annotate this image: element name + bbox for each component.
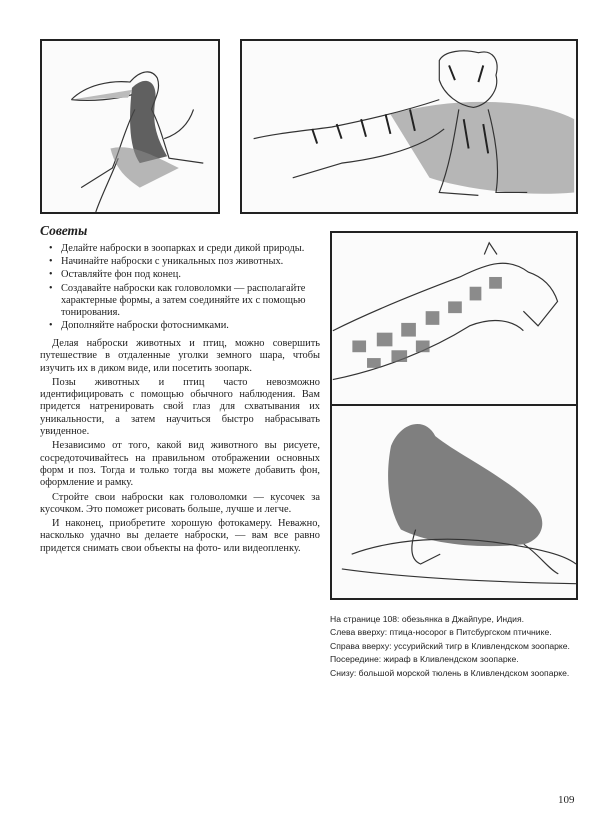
- figure-caption: [330, 613, 592, 680]
- seal-sketch: [330, 406, 578, 600]
- paragraph: Делая наброски животных и птиц, можно совершить путешествие в отдаленные уголки земного шара, чтобы изучить их в диком виде, или посетить зоопарк.: [40, 338, 320, 374]
- giraffe-drawing: [332, 233, 576, 404]
- paragraph: И наконец, приобретите хорошую фотокамеру. Неважно, насколько удачно вы делаете наброски, — вам все равно придется снимать свои объекты на фото- или видеопленку.: [40, 518, 320, 554]
- tiger-sketch: [240, 39, 578, 214]
- paragraph: Независимо от того, какой вид животного вы рисуете, сосредоточивайтесь на правильном отображении основных форм и поз. Тогда и только тогда вы можете добавить фон, оформление и рамку.: [40, 440, 320, 489]
- giraffe-sketch: [330, 231, 578, 406]
- seal-drawing: [332, 406, 576, 598]
- page-number: 109: [558, 794, 575, 806]
- paragraph: Позы животных и птиц часто невозможно идентифицировать с помощью обычного наблюдения. Вам придется натренировать свой глаз для схватывания их уникальности, а затем научиться быстро набрасывать увиденное.: [40, 376, 320, 438]
- list-item: • Начинайте наброски с уникальных поз животных.: [40, 256, 325, 268]
- tips-section: [40, 223, 325, 333]
- list-item: • Оставляйте фон под конец.: [40, 269, 325, 281]
- caption-line: Слева вверху: птица-носорог в Питсбургском птичнике.: [330, 627, 552, 638]
- list-item: • Создавайте наброски как головоломки — располагайте характерные формы, а затем соединяйте их с помощью тонирования.: [40, 283, 325, 320]
- caption-line: Посередине: жираф в Кливлендском зоопарке.: [330, 654, 519, 665]
- caption-line: На странице 108: обезьянка в Джайпуре, Индия.: [330, 614, 525, 624]
- body-text: [40, 338, 320, 557]
- tiger-drawing: [242, 41, 576, 212]
- hornbill-drawing: [42, 41, 218, 212]
- list-item: • Делайте наброски в зоопарках и среди дикой природы.: [40, 243, 325, 255]
- caption-line: Снизу: большой морской тюлень в Кливлендском зоопарке.: [330, 667, 570, 678]
- caption-line: Справа вверху: уссурийский тигр в Кливлендском зоопарке.: [330, 640, 570, 651]
- tips-list: [40, 243, 325, 332]
- paragraph: Стройте свои наброски как головоломки — кусочек за кусочком. Это поможет рисовать больше, лучше и легче.: [40, 491, 320, 515]
- tips-title: Советы: [40, 223, 88, 238]
- hornbill-sketch: [40, 39, 220, 214]
- list-item: • Дополняйте наброски фотоснимками.: [40, 320, 325, 332]
